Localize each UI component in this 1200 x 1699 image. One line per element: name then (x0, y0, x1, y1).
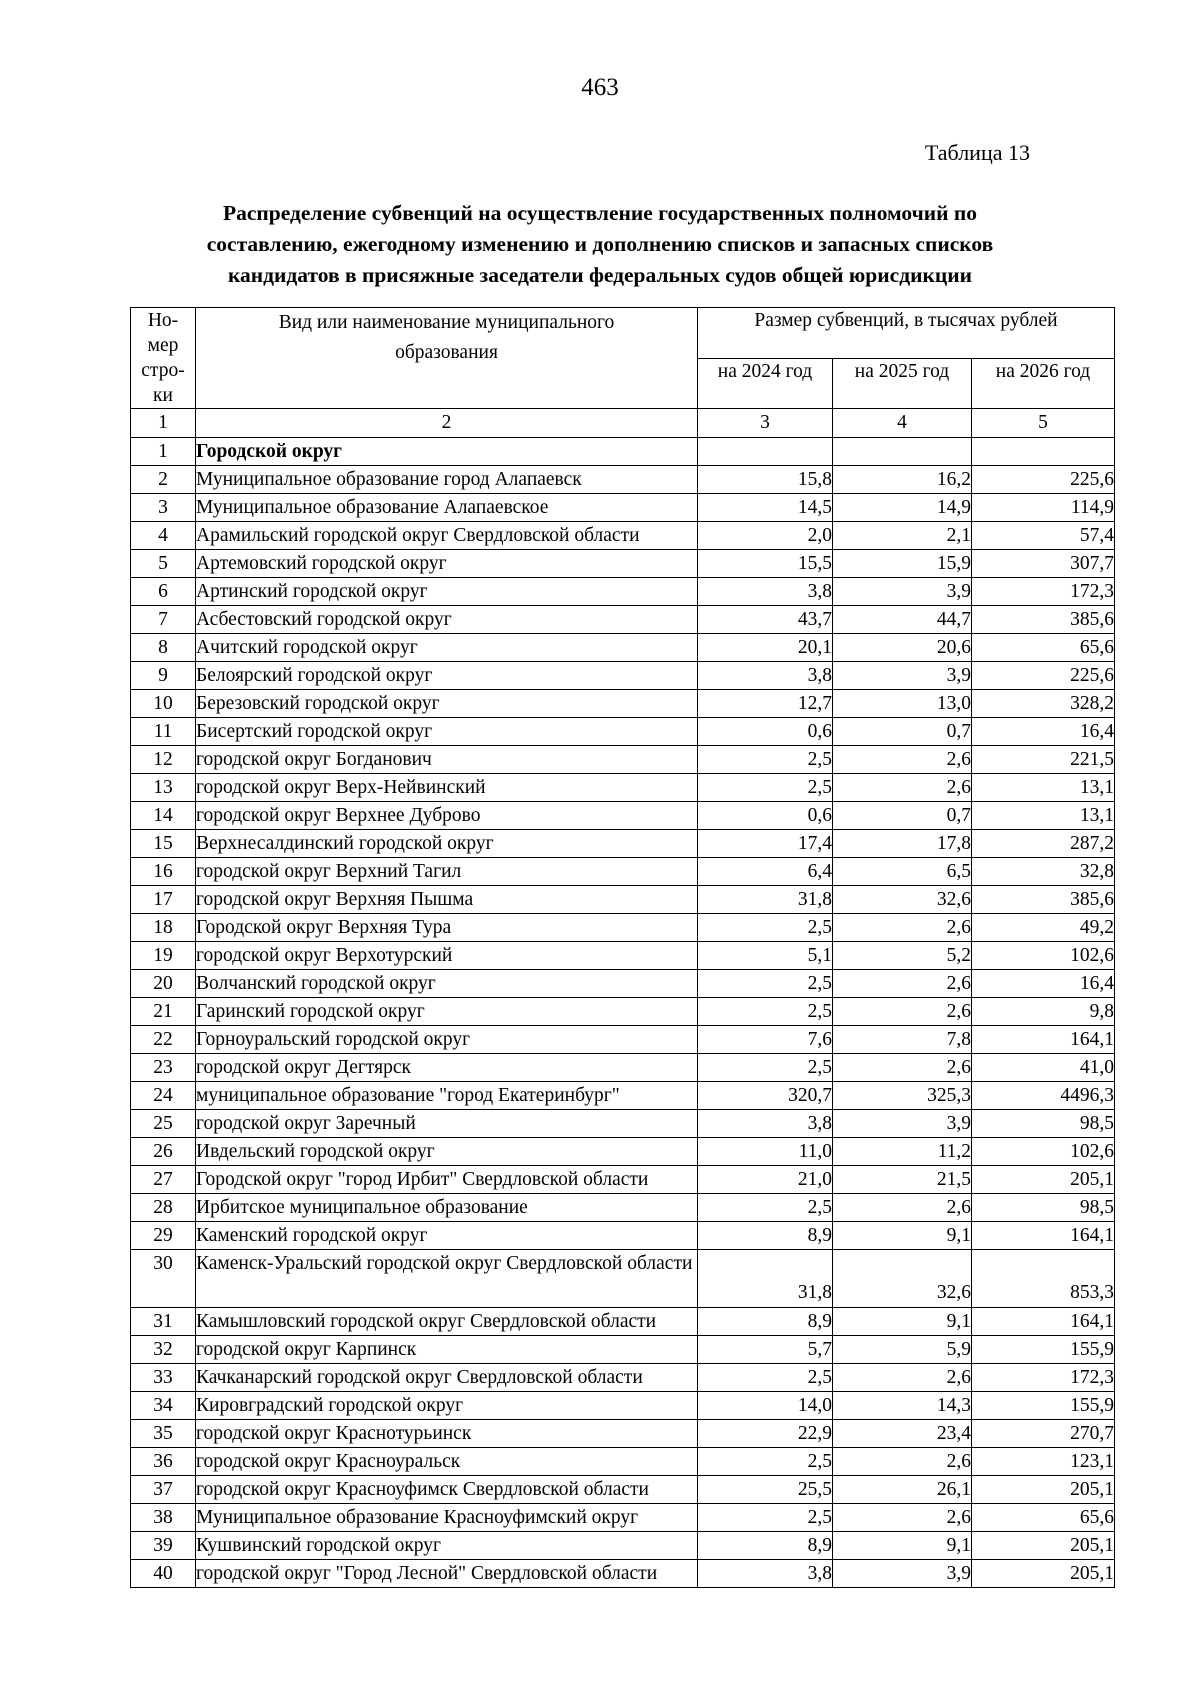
amount-2024-cell: 25,5 (698, 1476, 833, 1504)
amount-2024-cell: 17,4 (698, 830, 833, 858)
amount-2024-cell: 320,7 (698, 1082, 833, 1110)
amount-2026-cell: 102,6 (972, 942, 1115, 970)
amount-2025-cell: 2,6 (833, 746, 972, 774)
municipality-name-cell: Ирбитское муниципальное образование (196, 1194, 698, 1222)
header-municipality-name (196, 308, 698, 409)
table-row (131, 1026, 1115, 1054)
row-number-cell: 24 (131, 1082, 196, 1110)
amount-2025-cell: 3,9 (833, 1110, 972, 1138)
municipality-name-cell: Кировградский городской округ (196, 1392, 698, 1420)
municipality-name-cell: Артемовский городской округ (196, 550, 698, 578)
row-number-cell: 14 (131, 802, 196, 830)
page-number: 463 (581, 74, 619, 101)
row-number-cell: 36 (131, 1448, 196, 1476)
amount-2025-cell: 2,6 (833, 1364, 972, 1392)
amount-2026-cell: 102,6 (972, 1138, 1115, 1166)
municipality-name-cell: городской округ Верх-Нейвинский (196, 774, 698, 802)
table-body (131, 438, 1115, 1588)
amount-2026-cell: 13,1 (972, 774, 1115, 802)
municipality-name-cell: муниципальное образование "город Екатеринбург" (196, 1082, 698, 1110)
row-number-cell: 10 (131, 690, 196, 718)
table-row (131, 522, 1115, 550)
table-row (131, 970, 1115, 998)
table-row (131, 438, 1115, 466)
header-year-2024: на 2024 год (698, 359, 833, 409)
amount-2026-cell: 225,6 (972, 466, 1115, 494)
municipality-name-cell: городской округ Верхний Тагил (196, 858, 698, 886)
subventions-table (130, 307, 1115, 1588)
amount-2024-cell: 2,5 (698, 1054, 833, 1082)
amount-2024-cell (698, 438, 833, 466)
title-line-3: кандидатов в присяжные заседатели федеральных судов общей юрисдикции (227, 263, 973, 287)
amount-2025-cell: 3,9 (833, 662, 972, 690)
subventions-table-container (130, 307, 1114, 1588)
amount-2026-cell: 164,1 (972, 1222, 1115, 1250)
amount-2024-cell: 31,8 (698, 1250, 833, 1308)
row-number-cell: 9 (131, 662, 196, 690)
amount-2025-cell: 2,6 (833, 998, 972, 1026)
amount-2025-cell: 9,1 (833, 1222, 972, 1250)
column-number-2: 2 (196, 409, 698, 438)
municipality-name-cell: Качканарский городской округ Свердловской области (196, 1364, 698, 1392)
amount-2026-cell: 13,1 (972, 802, 1115, 830)
table-row (131, 914, 1115, 942)
municipality-name-cell: Городской округ Верхняя Тура (196, 914, 698, 942)
municipality-name-cell: городской округ Верхотурский (196, 942, 698, 970)
table-row (131, 746, 1115, 774)
column-number-5: 5 (972, 409, 1115, 438)
row-number-cell: 3 (131, 494, 196, 522)
header-row-number-line-3: стро- (141, 360, 185, 381)
amount-2026-cell: 205,1 (972, 1560, 1115, 1588)
amount-2025-cell: 3,9 (833, 1560, 972, 1588)
municipality-name-cell: Горноуральский городской округ (196, 1026, 698, 1054)
amount-2024-cell: 11,0 (698, 1138, 833, 1166)
amount-2025-cell: 0,7 (833, 802, 972, 830)
amount-2025-cell: 44,7 (833, 606, 972, 634)
amount-2024-cell: 7,6 (698, 1026, 833, 1054)
municipality-name-cell: Муниципальное образование Красноуфимский округ (196, 1504, 698, 1532)
amount-2025-cell: 2,6 (833, 1504, 972, 1532)
amount-2025-cell: 325,3 (833, 1082, 972, 1110)
title-line-1: Распределение субвенций на осуществление государственных полномочий по (222, 201, 978, 225)
table-row (131, 1392, 1115, 1420)
row-number-cell: 28 (131, 1194, 196, 1222)
municipality-name-cell: городской округ Богданович (196, 746, 698, 774)
header-row-number-line-1: Но- (147, 310, 179, 331)
amount-2025-cell: 17,8 (833, 830, 972, 858)
amount-2024-cell: 2,5 (698, 998, 833, 1026)
amount-2025-cell: 21,5 (833, 1166, 972, 1194)
table-row (131, 774, 1115, 802)
table-row (131, 858, 1115, 886)
amount-2026-cell: 853,3 (972, 1250, 1115, 1308)
table-row (131, 1336, 1115, 1364)
amount-2025-cell: 6,5 (833, 858, 972, 886)
amount-2026-cell: 328,2 (972, 690, 1115, 718)
row-number-cell: 6 (131, 578, 196, 606)
amount-2024-cell: 2,0 (698, 522, 833, 550)
amount-2026-cell: 205,1 (972, 1166, 1115, 1194)
amount-2025-cell: 16,2 (833, 466, 972, 494)
row-number-cell: 7 (131, 606, 196, 634)
row-number-cell: 16 (131, 858, 196, 886)
row-number-cell: 2 (131, 466, 196, 494)
row-number-cell: 30 (131, 1250, 196, 1308)
table-row (131, 1532, 1115, 1560)
amount-2024-cell: 3,8 (698, 1110, 833, 1138)
header-subvention-amount-group: Размер субвенций, в тысячах рублей (698, 308, 1115, 359)
column-number-4: 4 (833, 409, 972, 438)
municipality-name-cell: городской округ Красноуральск (196, 1448, 698, 1476)
amount-2025-cell: 2,1 (833, 522, 972, 550)
table-row (131, 1448, 1115, 1476)
amount-2024-cell: 5,7 (698, 1336, 833, 1364)
amount-2026-cell: 4496,3 (972, 1082, 1115, 1110)
amount-2025-cell: 14,9 (833, 494, 972, 522)
header-row-number-line-4: ки (153, 385, 173, 406)
row-number-cell: 22 (131, 1026, 196, 1054)
row-number-cell: 4 (131, 522, 196, 550)
amount-2026-cell: 9,8 (972, 998, 1115, 1026)
municipality-name-cell: Арамильский городской округ Свердловской области (196, 522, 698, 550)
row-number-cell: 38 (131, 1504, 196, 1532)
amount-2025-cell: 26,1 (833, 1476, 972, 1504)
row-number-cell: 18 (131, 914, 196, 942)
table-row (131, 1476, 1115, 1504)
amount-2025-cell: 11,2 (833, 1138, 972, 1166)
row-number-cell: 21 (131, 998, 196, 1026)
amount-2024-cell: 43,7 (698, 606, 833, 634)
header-row-number (131, 308, 196, 409)
amount-2024-cell: 12,7 (698, 690, 833, 718)
amount-2024-cell: 15,8 (698, 466, 833, 494)
table-row (131, 830, 1115, 858)
table-row (131, 1364, 1115, 1392)
municipality-name-cell: городской округ "Город Лесной" Свердловской области (196, 1560, 698, 1588)
table-row (131, 550, 1115, 578)
row-number-cell: 31 (131, 1308, 196, 1336)
amount-2026-cell: 205,1 (972, 1532, 1115, 1560)
municipality-name-cell: Асбестовский городской округ (196, 606, 698, 634)
row-number-cell: 40 (131, 1560, 196, 1588)
amount-2026-cell: 41,0 (972, 1054, 1115, 1082)
amount-2026-cell: 16,4 (972, 718, 1115, 746)
amount-2025-cell: 0,7 (833, 718, 972, 746)
amount-2026-cell: 164,1 (972, 1026, 1115, 1054)
row-number-cell: 27 (131, 1166, 196, 1194)
row-number-cell: 35 (131, 1420, 196, 1448)
table-row (131, 494, 1115, 522)
table-row (131, 1420, 1115, 1448)
amount-2024-cell: 2,5 (698, 1194, 833, 1222)
amount-2024-cell: 2,5 (698, 914, 833, 942)
document-title (150, 198, 1050, 291)
row-number-cell: 37 (131, 1476, 196, 1504)
row-number-cell: 26 (131, 1138, 196, 1166)
amount-2025-cell: 14,3 (833, 1392, 972, 1420)
amount-2025-cell: 23,4 (833, 1420, 972, 1448)
municipality-name-cell: городской округ Красноуфимск Свердловской области (196, 1476, 698, 1504)
table-row (131, 634, 1115, 662)
amount-2024-cell: 31,8 (698, 886, 833, 914)
municipality-name-cell: Волчанский городской округ (196, 970, 698, 998)
header-name-line-1: Вид или наименование муниципального (278, 312, 615, 333)
amount-2026-cell: 65,6 (972, 634, 1115, 662)
amount-2025-cell: 2,6 (833, 1054, 972, 1082)
table-row (131, 1166, 1115, 1194)
amount-2025-cell: 15,9 (833, 550, 972, 578)
table-row (131, 1082, 1115, 1110)
amount-2024-cell: 2,5 (698, 1448, 833, 1476)
amount-2026-cell: 385,6 (972, 606, 1115, 634)
amount-2025-cell: 32,6 (833, 886, 972, 914)
amount-2026-cell: 123,1 (972, 1448, 1115, 1476)
amount-2024-cell: 2,5 (698, 970, 833, 998)
amount-2025-cell: 2,6 (833, 970, 972, 998)
table-row (131, 1222, 1115, 1250)
table-row (131, 466, 1115, 494)
row-number-cell: 15 (131, 830, 196, 858)
amount-2026-cell: 49,2 (972, 914, 1115, 942)
amount-2024-cell: 20,1 (698, 634, 833, 662)
column-number-1: 1 (131, 409, 196, 438)
amount-2026-cell: 205,1 (972, 1476, 1115, 1504)
table-row (131, 578, 1115, 606)
amount-2025-cell: 32,6 (833, 1250, 972, 1308)
table-row (131, 886, 1115, 914)
amount-2024-cell: 8,9 (698, 1222, 833, 1250)
amount-2024-cell: 3,8 (698, 578, 833, 606)
table-row (131, 718, 1115, 746)
title-line-2: составлению, ежегодному изменению и дополнению списков и запасных списков (206, 232, 994, 256)
municipality-name-cell: Верхнесалдинский городской округ (196, 830, 698, 858)
amount-2026-cell: 32,8 (972, 858, 1115, 886)
municipality-name-cell: Ачитский городской округ (196, 634, 698, 662)
amount-2024-cell: 14,5 (698, 494, 833, 522)
amount-2024-cell: 3,8 (698, 1560, 833, 1588)
municipality-name-cell: Городской округ "город Ирбит" Свердловской области (196, 1166, 698, 1194)
amount-2026-cell: 65,6 (972, 1504, 1115, 1532)
table-row (131, 942, 1115, 970)
amount-2025-cell: 5,9 (833, 1336, 972, 1364)
row-number-cell: 11 (131, 718, 196, 746)
amount-2025-cell: 3,9 (833, 578, 972, 606)
amount-2026-cell: 114,9 (972, 494, 1115, 522)
municipality-name-cell: городской округ Карпинск (196, 1336, 698, 1364)
header-row-main (131, 308, 1115, 359)
row-number-cell: 1 (131, 438, 196, 466)
amount-2024-cell: 2,5 (698, 1364, 833, 1392)
amount-2025-cell: 9,1 (833, 1532, 972, 1560)
amount-2026-cell: 172,3 (972, 578, 1115, 606)
row-number-cell: 20 (131, 970, 196, 998)
row-number-cell: 29 (131, 1222, 196, 1250)
amount-2024-cell: 8,9 (698, 1532, 833, 1560)
amount-2025-cell (833, 438, 972, 466)
table-row (131, 606, 1115, 634)
row-number-cell: 33 (131, 1364, 196, 1392)
table-label: Таблица 13 (924, 140, 1030, 165)
amount-2026-cell (972, 438, 1115, 466)
table-row (131, 998, 1115, 1026)
amount-2025-cell: 2,6 (833, 914, 972, 942)
municipality-name-cell: Каменск-Уральский городской округ Свердловской области (196, 1250, 698, 1308)
amount-2026-cell: 270,7 (972, 1420, 1115, 1448)
municipality-name-cell: Белоярский городской округ (196, 662, 698, 690)
row-number-cell: 34 (131, 1392, 196, 1420)
amount-2026-cell: 98,5 (972, 1110, 1115, 1138)
row-number-cell: 17 (131, 886, 196, 914)
municipality-name-cell: Муниципальное образование город Алапаевск (196, 466, 698, 494)
amount-2026-cell: 164,1 (972, 1308, 1115, 1336)
municipality-name-cell: Каменский городской округ (196, 1222, 698, 1250)
amount-2026-cell: 385,6 (972, 886, 1115, 914)
column-number-3: 3 (698, 409, 833, 438)
amount-2024-cell: 3,8 (698, 662, 833, 690)
municipality-name-cell: Муниципальное образование Алапаевское (196, 494, 698, 522)
amount-2026-cell: 287,2 (972, 830, 1115, 858)
table-row (131, 1110, 1115, 1138)
amount-2024-cell: 22,9 (698, 1420, 833, 1448)
amount-2024-cell: 14,0 (698, 1392, 833, 1420)
header-row-number-line-2: мер (147, 335, 179, 356)
table-row (131, 1054, 1115, 1082)
table-row (131, 1250, 1115, 1308)
amount-2026-cell: 16,4 (972, 970, 1115, 998)
column-number-row (131, 409, 1115, 438)
municipality-name-cell: Артинский городской округ (196, 578, 698, 606)
row-number-cell: 39 (131, 1532, 196, 1560)
amount-2025-cell: 13,0 (833, 690, 972, 718)
municipality-name-cell: Камышловский городской округ Свердловской области (196, 1308, 698, 1336)
row-number-cell: 5 (131, 550, 196, 578)
municipality-name-cell: Ивдельский городской округ (196, 1138, 698, 1166)
row-number-cell: 25 (131, 1110, 196, 1138)
amount-2024-cell: 2,5 (698, 774, 833, 802)
header-year-2025: на 2025 год (833, 359, 972, 409)
header-year-2026: на 2026 год (972, 359, 1115, 409)
amount-2024-cell: 2,5 (698, 746, 833, 774)
table-head (131, 308, 1115, 438)
amount-2025-cell: 5,2 (833, 942, 972, 970)
table-row (131, 1138, 1115, 1166)
row-number-cell: 13 (131, 774, 196, 802)
amount-2025-cell: 2,6 (833, 1448, 972, 1476)
amount-2026-cell: 225,6 (972, 662, 1115, 690)
table-row (131, 1504, 1115, 1532)
amount-2024-cell: 21,0 (698, 1166, 833, 1194)
amount-2025-cell: 20,6 (833, 634, 972, 662)
table-row (131, 1308, 1115, 1336)
municipality-name-cell: Кушвинский городской округ (196, 1532, 698, 1560)
amount-2026-cell: 172,3 (972, 1364, 1115, 1392)
amount-2026-cell: 221,5 (972, 746, 1115, 774)
municipality-name-cell: Бисертский городской округ (196, 718, 698, 746)
amount-2026-cell: 155,9 (972, 1392, 1115, 1420)
header-name-line-2: образования (395, 342, 498, 363)
amount-2026-cell: 57,4 (972, 522, 1115, 550)
table-row (131, 690, 1115, 718)
table-row (131, 1194, 1115, 1222)
row-number-cell: 32 (131, 1336, 196, 1364)
row-number-cell: 19 (131, 942, 196, 970)
amount-2025-cell: 7,8 (833, 1026, 972, 1054)
amount-2024-cell: 0,6 (698, 718, 833, 746)
amount-2026-cell: 307,7 (972, 550, 1115, 578)
amount-2024-cell: 0,6 (698, 802, 833, 830)
amount-2025-cell: 2,6 (833, 1194, 972, 1222)
table-row (131, 662, 1115, 690)
municipality-name-cell: городской округ Верхнее Дуброво (196, 802, 698, 830)
municipality-name-cell: Березовский городской округ (196, 690, 698, 718)
amount-2025-cell: 9,1 (833, 1308, 972, 1336)
amount-2024-cell: 6,4 (698, 858, 833, 886)
amount-2024-cell: 2,5 (698, 1504, 833, 1532)
row-number-cell: 12 (131, 746, 196, 774)
amount-2024-cell: 15,5 (698, 550, 833, 578)
municipality-name-cell: городской округ Краснотурьинск (196, 1420, 698, 1448)
amount-2025-cell: 2,6 (833, 774, 972, 802)
municipality-name-cell: Городской округ (196, 438, 698, 466)
row-number-cell: 8 (131, 634, 196, 662)
table-row (131, 1560, 1115, 1588)
municipality-name-cell: городской округ Дегтярск (196, 1054, 698, 1082)
amount-2024-cell: 8,9 (698, 1308, 833, 1336)
amount-2026-cell: 155,9 (972, 1336, 1115, 1364)
amount-2024-cell: 5,1 (698, 942, 833, 970)
table-row (131, 802, 1115, 830)
municipality-name-cell: городской округ Верхняя Пышма (196, 886, 698, 914)
amount-2026-cell: 98,5 (972, 1194, 1115, 1222)
municipality-name-cell: городской округ Заречный (196, 1110, 698, 1138)
row-number-cell: 23 (131, 1054, 196, 1082)
municipality-name-cell: Гаринский городской округ (196, 998, 698, 1026)
